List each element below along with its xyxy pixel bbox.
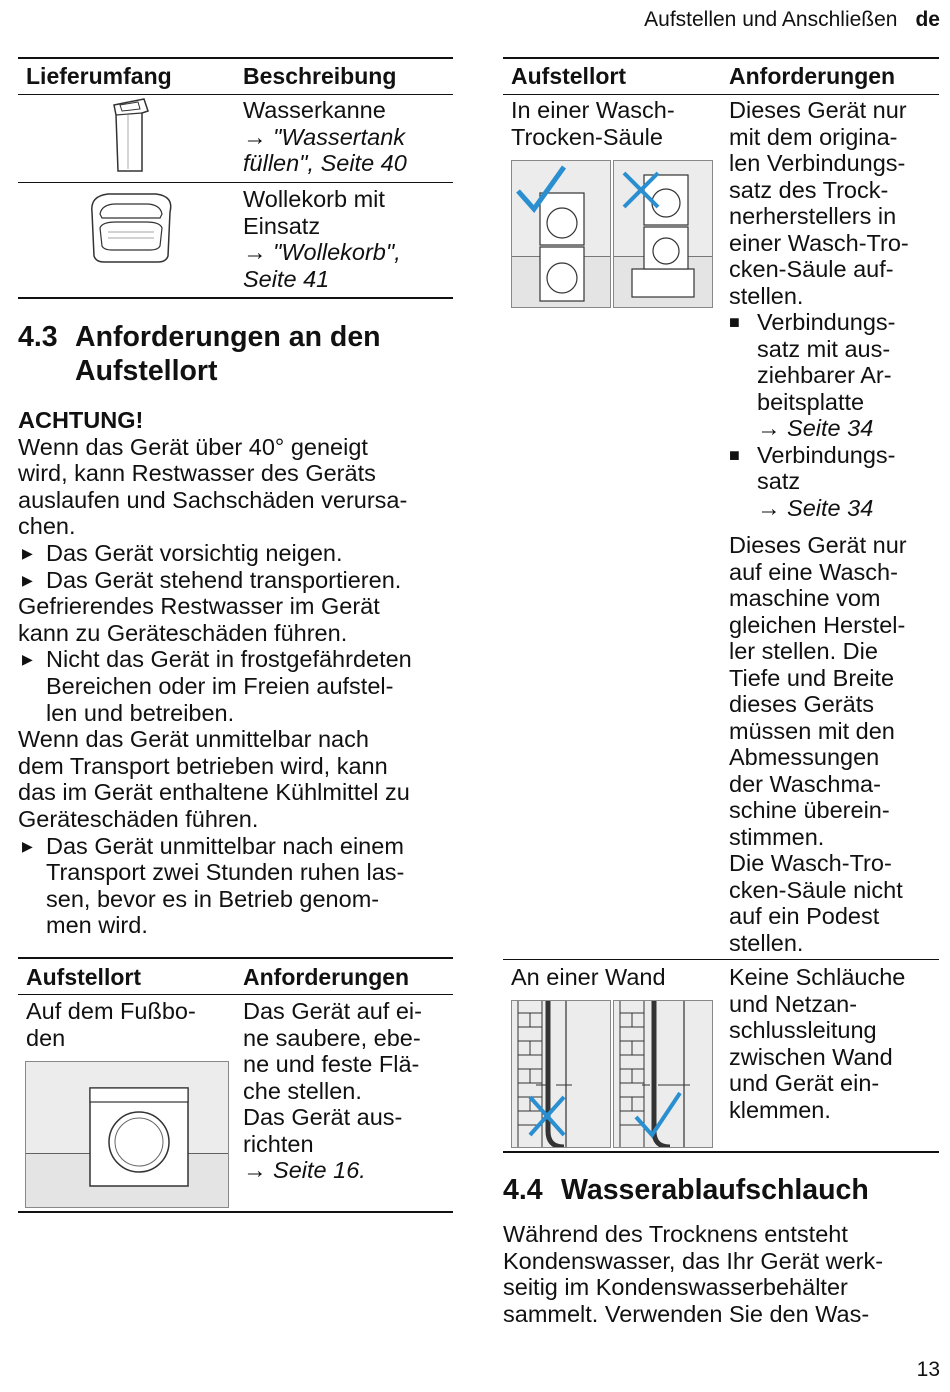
section-4-3-heading	[18, 320, 58, 354]
bullet-text: sen, bevor es in Betrieb genom-	[46, 885, 380, 912]
basket-name-2: Einsatz	[243, 212, 321, 239]
stack-req-line: einer Wasch-Tro-	[729, 229, 909, 256]
stack-req-line: maschine vom	[729, 585, 881, 611]
running-header	[644, 8, 940, 32]
wall-req-line: und Netzan-	[729, 990, 858, 1017]
warning-text-line: Wenn das Gerät über 40° geneigt	[18, 433, 368, 460]
stack-requirements-2	[729, 532, 907, 956]
bullet-text: Das Gerät stehend transportieren.	[46, 566, 402, 593]
square-bullet-icon: ■	[729, 312, 740, 332]
wall-req-line: Keine Schläuche	[729, 964, 906, 990]
jug-link-1[interactable]: → "Wassertank	[243, 123, 406, 150]
table-top-rule	[18, 57, 453, 59]
stack-req-line: müssen mit den	[729, 717, 895, 744]
stack-req-line: stellen.	[729, 929, 804, 956]
basket-link-1[interactable]: → "Wollekorb",	[243, 239, 401, 265]
warning-text-line: Geräteschäden führen.	[18, 805, 259, 832]
list-item-link[interactable]: → Seite 34	[757, 494, 874, 521]
warning-text-line: wird, kann Restwasser des Geräts	[18, 460, 376, 487]
delivery-header-col2: Beschreibung	[243, 63, 397, 89]
bullet-triangle-icon: ▶	[22, 571, 33, 588]
stack-wrong-illustration	[613, 160, 713, 308]
warning-title: ACHTUNG!	[18, 407, 144, 433]
right-table-row-rule	[503, 959, 939, 960]
bullet-item	[18, 833, 454, 860]
stack-req-line: dieses Geräts	[729, 691, 874, 717]
section-4-3-title-line1: Anforderungen an den	[75, 321, 381, 353]
warning-block	[18, 407, 454, 939]
right-table-header-rule	[503, 94, 939, 95]
list-item-text: Verbindungs-	[757, 441, 896, 468]
stack-req-line: auf eine Wasch-	[729, 558, 898, 585]
delivery-header-col1: Lieferumfang	[26, 63, 172, 89]
floor-table-bottom-rule	[18, 1211, 453, 1213]
basket-description	[243, 186, 401, 292]
floor-req-line: Das Gerät auf ei-	[243, 998, 422, 1024]
wall-req-line: klemmen.	[729, 1096, 831, 1123]
wall-requirements	[729, 964, 905, 1123]
stack-req-line: satz des Trock-	[729, 176, 889, 203]
wall-wrong-illustration	[511, 1000, 611, 1148]
warning-text-line: das im Gerät enthaltene Kühlmittel zu	[18, 779, 410, 806]
stack-req-line: Dieses Gerät nur	[729, 532, 907, 558]
stack-req-line: Dieses Gerät nur	[729, 97, 907, 123]
stack-req-line: cken-Säule auf-	[729, 256, 894, 282]
floor-requirements	[243, 998, 422, 1184]
water-jug-icon	[100, 97, 160, 182]
stack-req-line: cken-Säule nicht	[729, 876, 903, 903]
bullet-text: Das Gerät unmittelbar nach einem	[46, 832, 404, 859]
list-item	[729, 309, 909, 336]
warning-text-line: chen.	[18, 513, 76, 540]
right-table-top-rule	[503, 57, 939, 59]
bullet-text: len und betreiben.	[46, 699, 235, 726]
table-row-rule	[18, 182, 453, 183]
stack-req-line: Tiefe und Breite	[729, 664, 895, 691]
floor-table-header-rule	[18, 994, 453, 995]
list-item-text: ziehbarer Ar-	[757, 362, 892, 388]
stack-req-line: Abmessungen	[729, 744, 880, 770]
floor-req-link[interactable]: → Seite 16.	[243, 1157, 366, 1183]
paragraph-line: sammelt. Verwenden Sie den Was-	[503, 1300, 870, 1327]
bullet-text: Das Gerät vorsichtig neigen.	[46, 539, 343, 566]
stack-req-line: ler stellen. Die	[729, 638, 878, 664]
list-item-text: Verbindungs-	[757, 309, 896, 335]
table-bottom-rule	[18, 297, 453, 299]
list-item-link[interactable]: → Seite 34	[757, 415, 874, 441]
stack-correct-illustration	[511, 160, 611, 308]
bullet-item	[18, 646, 454, 673]
header-language: de	[915, 8, 940, 31]
paragraph-line: Kondenswasser, das Ihr Gerät werk-	[503, 1247, 884, 1274]
floor-place	[26, 998, 196, 1051]
stack-req-line: schine überein-	[729, 797, 890, 823]
jug-link-2[interactable]: füllen", Seite 40	[243, 150, 407, 176]
stack-req-line: der Waschma-	[729, 770, 881, 797]
stack-req-line: len Verbindungs-	[729, 150, 906, 176]
floor-req-line: ne saubere, ebe-	[243, 1024, 421, 1051]
floor-header-col2: Anforderungen	[243, 964, 410, 990]
jug-name: Wasserkanne	[243, 97, 386, 123]
stack-req-line: nerherstellers in	[729, 203, 897, 229]
bullet-text: Nicht das Gerät in frostgefährdeten	[46, 646, 412, 673]
wool-basket-icon	[86, 188, 176, 271]
warning-text-line: auslaufen und Sachschäden verursa-	[18, 486, 408, 513]
warning-text-line: dem Transport betrieben wird, kann	[18, 752, 388, 779]
floor-header-col1: Aufstellort	[26, 964, 141, 990]
warning-text-line: Gefrierendes Restwasser im Gerät	[18, 593, 380, 620]
stack-place	[511, 97, 675, 150]
wall-req-line: und Gerät ein-	[729, 1070, 880, 1096]
page-number: 13	[916, 1358, 940, 1381]
floor-req-line: Das Gerät aus-	[243, 1104, 403, 1130]
table-header-rule	[18, 94, 453, 95]
floor-req-line: ne und feste Flä-	[243, 1051, 420, 1077]
bullet-text: Bereichen oder im Freien aufstel-	[46, 672, 394, 699]
bullet-text: Transport zwei Stunden ruhen las-	[46, 859, 405, 886]
floor-place-line: den	[26, 1024, 66, 1051]
list-item-text: satz	[757, 468, 801, 494]
stack-place-line: In einer Wasch-	[511, 97, 675, 123]
section-4-4-heading	[503, 1173, 543, 1207]
bullet-triangle-icon: ▶	[22, 544, 33, 561]
bullet-item	[18, 540, 454, 567]
jug-description	[243, 97, 407, 177]
floor-dryer-illustration	[25, 1061, 229, 1208]
wall-req-line: zwischen Wand	[729, 1043, 893, 1070]
basket-name-1: Wollekorb mit	[243, 186, 385, 212]
bullet-triangle-icon: ▶	[22, 651, 33, 668]
stack-req-line: stimmen.	[729, 823, 825, 850]
stack-requirements	[729, 97, 909, 521]
section-4-3-title-line2: Aufstellort	[75, 355, 218, 387]
stack-req-line: stellen.	[729, 282, 804, 309]
wall-place: An einer Wand	[511, 964, 666, 990]
section-4-4-paragraph	[503, 1221, 883, 1327]
right-header-col1: Aufstellort	[511, 63, 626, 89]
bullet-triangle-icon: ▶	[22, 837, 33, 854]
stack-req-line: auf ein Podest	[729, 903, 880, 929]
section-4-3-number: 4.3	[18, 321, 58, 353]
section-4-3-title	[75, 320, 381, 388]
stack-req-line: mit dem origina-	[729, 123, 898, 150]
stack-req-line: gleichen Herstel-	[729, 611, 906, 638]
paragraph-line: seitig im Kondenswasserbehälter	[503, 1274, 848, 1301]
wall-req-line: schlussleitung	[729, 1017, 877, 1043]
section-4-4-title: Wasserablaufschlauch	[561, 1174, 869, 1206]
paragraph-line: Während des Trocknens entsteht	[503, 1221, 848, 1247]
list-item-text: beitsplatte	[757, 388, 865, 415]
list-item	[729, 442, 909, 469]
floor-table-top-rule	[18, 957, 453, 959]
warning-text-line: kann zu Geräteschäden führen.	[18, 619, 348, 646]
floor-req-line: che stellen.	[243, 1077, 362, 1104]
floor-req-line: richten	[243, 1130, 314, 1157]
header-section-title: Aufstellen und Anschließen	[644, 8, 898, 31]
stack-place-line: Trocken-Säule	[511, 123, 663, 150]
floor-place-line: Auf dem Fußbo-	[26, 998, 196, 1024]
right-table-bottom-rule	[503, 1151, 939, 1153]
stack-req-line: Die Wasch-Tro-	[729, 850, 892, 876]
warning-text-line: Wenn das Gerät unmittelbar nach	[18, 726, 369, 753]
square-bullet-icon: ■	[729, 444, 740, 465]
basket-link-2[interactable]: Seite 41	[243, 265, 330, 292]
wall-correct-illustration	[613, 1000, 713, 1148]
right-header-col2: Anforderungen	[729, 63, 896, 89]
bullet-text: men wird.	[46, 912, 148, 939]
bullet-item	[18, 567, 454, 594]
list-item-text: satz mit aus-	[757, 335, 891, 362]
section-4-4-number: 4.4	[503, 1174, 543, 1206]
